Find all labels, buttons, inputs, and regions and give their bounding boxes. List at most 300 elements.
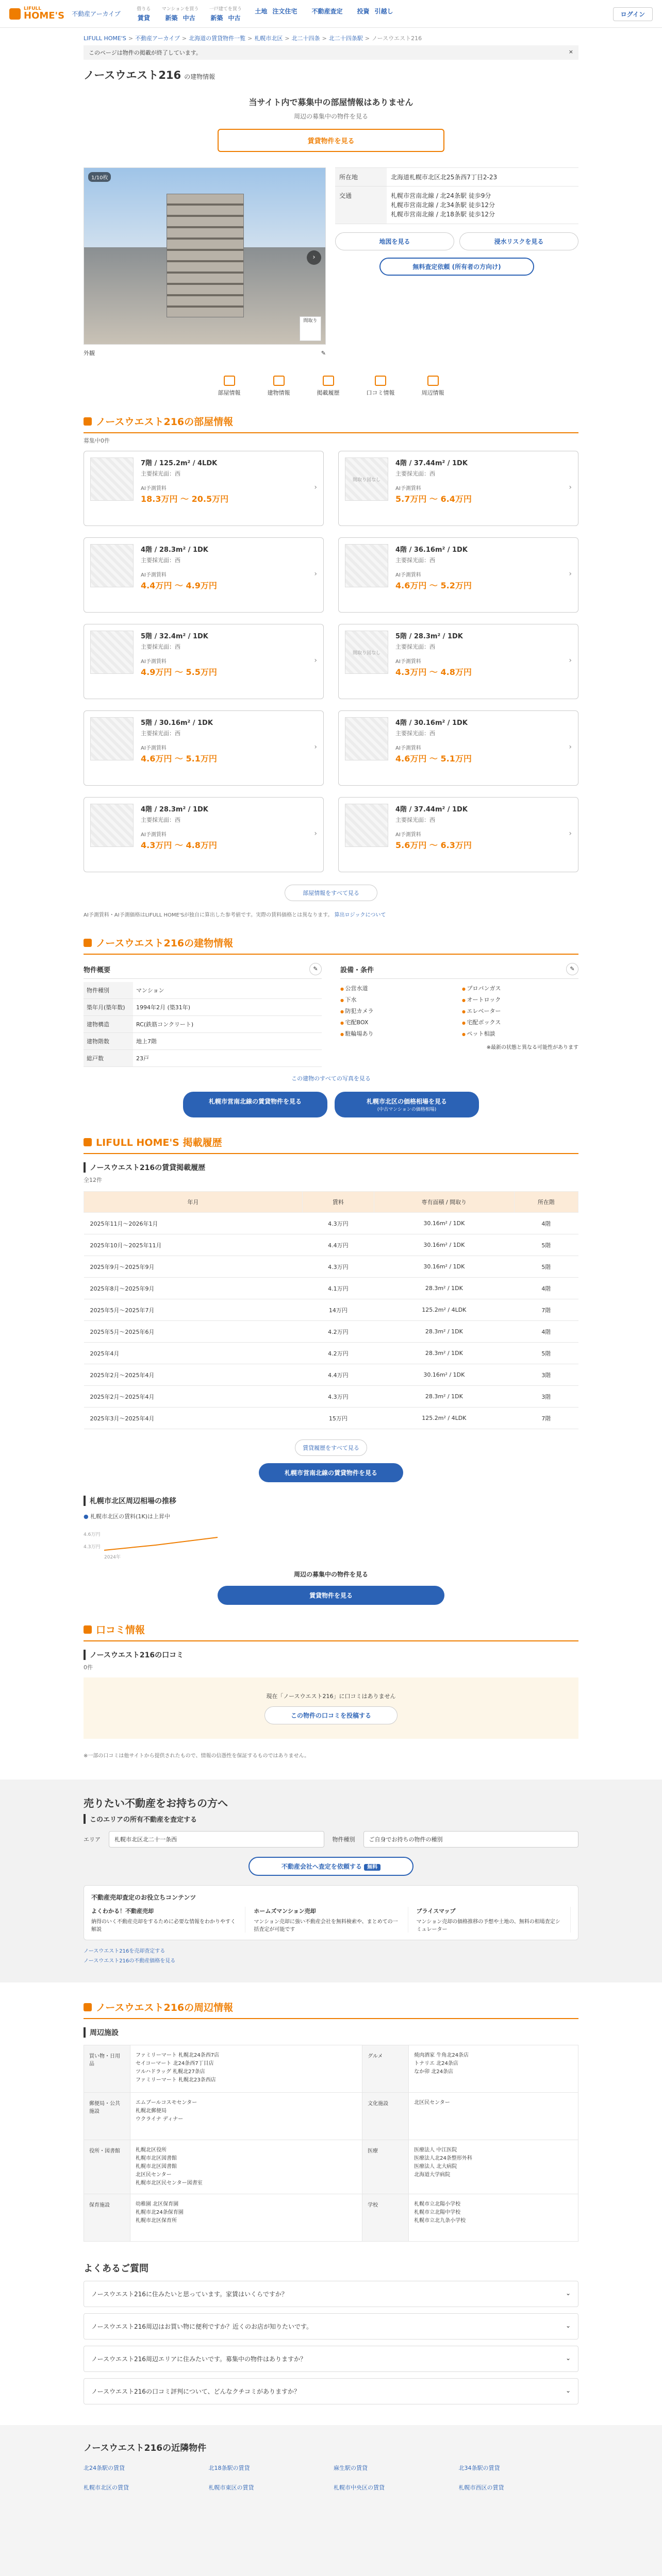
- history-count: 全12件: [84, 1177, 102, 1183]
- section-nav: [84, 376, 578, 397]
- breadcrumb-item[interactable]: 北海道の賃貸物件一覧: [189, 35, 246, 42]
- room-price: 5.7万円 ～ 6.4万円: [395, 494, 472, 504]
- section-nav-item[interactable]: [367, 376, 395, 397]
- brand-small: LIFULL: [24, 6, 42, 11]
- section-nav-label: 部屋情報: [218, 389, 241, 396]
- sell-section: [0, 1780, 662, 1982]
- nearby-place: 医療法人北24条整形外科: [414, 2156, 472, 2161]
- history-cell: 2025年11月～2026年1月: [84, 1213, 303, 1234]
- history-cell: 4.1万円: [302, 1278, 374, 1299]
- nearby-places: [130, 2194, 362, 2242]
- room-card[interactable]: [84, 624, 324, 699]
- section-nav-item[interactable]: [268, 376, 290, 397]
- overview-heading: 物件概要: [84, 966, 111, 974]
- history-subtitle: ノースウエスト216の賃貸掲載履歴: [84, 1162, 578, 1173]
- nearby-category: 学校: [362, 2194, 409, 2242]
- overview-key: 建物構造: [84, 1016, 133, 1033]
- history-title: LIFULL HOME'S 掲載履歴: [96, 1137, 222, 1148]
- nav-item[interactable]: 投資: [357, 8, 370, 15]
- room-price: 4.6万円 ～ 5.1万円: [141, 754, 217, 764]
- equipment-item: ● 防犯カメラ: [340, 1007, 457, 1015]
- breadcrumb-separator: >: [285, 35, 290, 42]
- room-price-label: AI予測賃料: [141, 745, 167, 751]
- room-price-label: AI予測賃料: [141, 832, 167, 838]
- breadcrumb-separator: >: [322, 35, 327, 42]
- footer-link[interactable]: 札幌市西区の賃貸: [458, 2484, 504, 2491]
- table-row: [84, 1256, 578, 1278]
- nearby-place: 医療法人 中江医院: [414, 2147, 457, 2153]
- room-price: 4.3万円 ～ 4.8万円: [395, 667, 472, 677]
- archive-link[interactable]: 不動産アーカイブ: [72, 10, 121, 18]
- brand-name: HOME'S: [24, 10, 65, 21]
- history-cell: 4.2万円: [302, 1321, 374, 1343]
- nearby-places: [130, 2045, 362, 2093]
- global-nav: [135, 5, 405, 22]
- overview-value: 地上7階: [133, 1033, 322, 1050]
- nearby-place: 北区民センター: [136, 2172, 172, 2178]
- equipment-item: ● オートロック: [462, 995, 578, 1004]
- house-icon: [9, 8, 21, 20]
- equipment-item: ● エレベーター: [462, 1007, 578, 1015]
- chevron-right-icon: ›: [569, 656, 572, 665]
- section-nav-label: 掲載履歴: [317, 389, 340, 396]
- nearby-place: 幼稚園 北区保育園: [136, 2201, 179, 2207]
- table-row: [84, 1299, 578, 1321]
- chevron-right-icon: ›: [314, 743, 317, 751]
- room-body: [141, 544, 217, 606]
- history-cell: 125.2m² / 4LDK: [374, 1408, 514, 1429]
- chevron-down-icon: ⌄: [565, 2290, 571, 2297]
- photo-gallery: [84, 167, 326, 357]
- nearby-title: ノースウエスト216の周辺情報: [96, 2002, 234, 2013]
- section-nav-icon: [273, 376, 285, 386]
- floorplan-image: [90, 717, 134, 760]
- nearby-place: 札幌市立北陽中学校: [414, 2210, 461, 2215]
- nearby-place: ウクライナ ディナー: [136, 2116, 184, 2122]
- section-nav-item[interactable]: [317, 376, 340, 397]
- room-card[interactable]: [338, 624, 578, 699]
- history-section-header: [84, 1135, 578, 1154]
- traffic-line: 札幌市営南北線 / 北18条駅 徒歩12分: [391, 211, 495, 218]
- address-value: 北海道札幌市北区北25条西7丁目2-23: [387, 168, 578, 187]
- room-direction: 主要採光面：西: [395, 730, 435, 737]
- floorplan-image: [345, 631, 388, 674]
- area-label: エリア: [84, 1836, 101, 1843]
- nearby-table: [84, 2045, 578, 2242]
- nearby-places: [130, 2093, 362, 2140]
- floorplan-image: [90, 631, 134, 674]
- nearby-place: 札幌市立北陽小学校: [414, 2201, 461, 2207]
- trend-svg: [84, 1524, 238, 1561]
- history-table: [84, 1191, 578, 1429]
- history-cell: 2025年4月: [84, 1343, 303, 1364]
- overview-value: 1994年2月 (築31年): [133, 999, 322, 1016]
- breadcrumb-item[interactable]: LIFULL HOME'S: [84, 35, 126, 42]
- room-price: 5.6万円 ～ 6.3万円: [395, 840, 472, 850]
- history-cell: 2025年3月～2025年4月: [84, 1408, 303, 1429]
- nav-item[interactable]: 引越し: [374, 8, 393, 15]
- room-title: 4階 / 30.16m² / 1DK: [395, 719, 468, 727]
- assessment-button[interactable]: 無料査定依頼 (所有者の方向け): [379, 258, 534, 276]
- nav-item[interactable]: 中古: [183, 14, 195, 22]
- history-cell: 5階: [514, 1234, 578, 1256]
- rent-search-button[interactable]: 賃貸物件を見る: [218, 129, 444, 152]
- logo[interactable]: [9, 7, 64, 21]
- type-select[interactable]: ご自身でお持ちの物件の種別: [363, 1831, 579, 1848]
- history-cell: 30.16m² / 1DK: [374, 1256, 514, 1278]
- equipment-item: ● 宅配BOX: [340, 1018, 457, 1026]
- room-price-label: AI予測賃料: [141, 572, 167, 578]
- nav-item[interactable]: 注文住宅: [272, 8, 297, 15]
- section-nav-icon: [224, 376, 235, 386]
- history-cell: 4.4万円: [302, 1234, 374, 1256]
- room-title: 4階 / 28.3m² / 1DK: [141, 806, 208, 814]
- section-icon: [84, 1625, 92, 1634]
- table-row: [84, 1408, 578, 1429]
- equipment-item: ● ペット相談: [462, 1029, 578, 1038]
- nav-group: [354, 5, 395, 22]
- contents-title: 不動産売却査定のお役立ちコンテンツ: [91, 1894, 196, 1901]
- breadcrumb-item: ノースウエスト216: [372, 35, 422, 42]
- chevron-right-icon[interactable]: ›: [307, 250, 321, 265]
- nav-item[interactable]: 不動産査定: [311, 8, 343, 15]
- history-cell: 4階: [514, 1213, 578, 1234]
- faq-item[interactable]: [84, 2346, 578, 2372]
- room-price-label: AI予測賃料: [141, 659, 167, 665]
- all-photos-link[interactable]: この建物のすべての写真を見る: [291, 1075, 371, 1082]
- nav-item[interactable]: 新築: [165, 14, 178, 22]
- room-price-label: AI予測賃料: [141, 486, 167, 492]
- equipment-item: ● 宅配ボックス: [462, 1018, 578, 1026]
- building-summary: [335, 167, 578, 357]
- kuchikomi-count: 0件: [84, 1664, 93, 1671]
- chevron-down-icon: ⌄: [565, 2387, 571, 2394]
- overview-row: [84, 1033, 322, 1050]
- footer-link[interactable]: 北24条駅の賃貸: [84, 2465, 125, 2471]
- kuchikomi-subtitle: ノースウエスト216の口コミ: [84, 1650, 578, 1660]
- history-cell: 28.3m² / 1DK: [374, 1321, 514, 1343]
- nearby-place: 焼肉酒家 牛角北24条店: [414, 2053, 469, 2058]
- sell-tip-title: ブライスマップ: [416, 1908, 456, 1914]
- nearby-places: [409, 2140, 578, 2194]
- chevron-right-icon: ›: [314, 829, 317, 838]
- floorplan-image: [90, 544, 134, 587]
- faq-question: ノースウエスト216に住みたいと思っています。家賃はいくらですか？: [91, 2291, 288, 2298]
- table-row: [84, 1386, 578, 1408]
- kuchikomi-note: ※一部の口コミは他サイトから提供されたもので、情報の信憑性を保証するものではありません。: [84, 1753, 310, 1759]
- room-card[interactable]: [338, 710, 578, 786]
- room-card[interactable]: [84, 797, 324, 872]
- room-price-label: AI予測賃料: [395, 572, 421, 578]
- section-nav-item[interactable]: [422, 376, 444, 397]
- breadcrumb-separator: >: [181, 35, 187, 42]
- rooms-count: 募集中0件: [84, 437, 110, 444]
- nearby-places: [409, 2194, 578, 2242]
- logic-link[interactable]: 算出ロジックについて: [334, 912, 386, 918]
- nearby-place: 医療法人 北大病院: [414, 2164, 457, 2170]
- room-direction: 主要採光面：西: [141, 557, 180, 564]
- page-title-suffix: の建物情報: [184, 73, 216, 80]
- breadcrumb-separator: >: [365, 35, 370, 42]
- overview-value: 23戸: [133, 1050, 322, 1067]
- history-cell: 30.16m² / 1DK: [374, 1234, 514, 1256]
- room-price-label: AI予測賃料: [395, 659, 421, 665]
- nearby-row: [84, 2194, 578, 2242]
- history-cell: 2025年10月～2025年11月: [84, 1234, 303, 1256]
- nearby-subtitle: 周辺施設: [84, 2027, 578, 2038]
- history-cell: 5階: [514, 1256, 578, 1278]
- area-select[interactable]: 札幌市北区北二十一条西: [109, 1831, 324, 1848]
- nav-group: [162, 5, 199, 22]
- faq-item[interactable]: [84, 2313, 578, 2340]
- nav-group: [252, 5, 300, 22]
- overview-key: 建物階数: [84, 1033, 133, 1050]
- room-body: [395, 544, 472, 606]
- history-head: 専有面積 / 間取り: [374, 1192, 514, 1213]
- footer-link[interactable]: 北18条駅の賃貸: [208, 2465, 250, 2471]
- room-card[interactable]: [84, 451, 324, 526]
- floorplan-image: [90, 457, 134, 501]
- floorplan-image: [345, 804, 388, 847]
- rooms-section-header: [84, 414, 578, 433]
- section-nav-item[interactable]: [218, 376, 241, 397]
- history-head: 賃料: [302, 1192, 374, 1213]
- room-card[interactable]: [338, 537, 578, 613]
- faq-item[interactable]: [84, 2378, 578, 2404]
- nearby-places: [409, 2093, 578, 2140]
- room-card[interactable]: [84, 537, 324, 613]
- room-body: [141, 717, 217, 779]
- history-cell: 30.16m² / 1DK: [374, 1364, 514, 1386]
- nearby-category: 文化施設: [362, 2093, 409, 2140]
- room-price: 18.3万円 ～ 20.5万円: [141, 494, 229, 504]
- photo-caption: 外観: [84, 350, 95, 357]
- traffic-line: 札幌市営南北線 / 北34条駅 徒歩12分: [391, 201, 495, 209]
- history-cell: 15万円: [302, 1408, 374, 1429]
- edit-icon[interactable]: ✎: [321, 349, 326, 357]
- room-title: 7階 / 125.2m² / 4LDK: [141, 460, 218, 467]
- breadcrumb: [84, 28, 578, 45]
- sell-tip-desc: マンション売却に強い不動産会社を無料検索や、まとめての一括査定が可能です: [254, 1919, 398, 1933]
- room-price-label: AI予測賃料: [395, 745, 421, 751]
- equipment-heading: 設備・条件: [340, 966, 374, 974]
- overview-value: マンション: [133, 982, 322, 999]
- hazard-button[interactable]: 浸水リスクを見る: [459, 232, 578, 250]
- footer-link[interactable]: 札幌市中央区の賃貸: [334, 2484, 385, 2491]
- nearby-category: 郵便局・公共施設: [84, 2093, 130, 2140]
- overview-value: RC(鉄筋コンクリート): [133, 1016, 322, 1033]
- history-head: 年月: [84, 1192, 303, 1213]
- section-nav-label: 建物情報: [267, 389, 290, 396]
- kuchikomi-empty: [84, 1677, 578, 1739]
- nav-item[interactable]: 中古: [228, 14, 241, 22]
- history-cell: 30.16m² / 1DK: [374, 1213, 514, 1234]
- nearby-row: [84, 2140, 578, 2194]
- trend-text: ● 札幌市北区の賃料(1K)は上昇中: [84, 1512, 578, 1520]
- history-cell: 2025年8月～2025年9月: [84, 1278, 303, 1299]
- trend-line: [104, 1537, 218, 1550]
- post-review-button[interactable]: この物件の口コミを投稿する: [264, 1706, 398, 1724]
- overview-key: 築年月(築年数): [84, 999, 133, 1016]
- room-body: [141, 457, 228, 519]
- breadcrumb-item[interactable]: 北二十四条: [291, 35, 320, 42]
- nearby-place: 札幌北郵便局: [136, 2108, 167, 2114]
- main-photo[interactable]: [84, 167, 326, 345]
- history-cell: 7階: [514, 1299, 578, 1321]
- nav-item[interactable]: 賃貸: [137, 14, 150, 22]
- history-cell: 28.3m² / 1DK: [374, 1278, 514, 1299]
- equipment-note: ※最新の状態と異なる可能性があります: [486, 1045, 578, 1050]
- history-cell: 2025年5月～2025年7月: [84, 1299, 303, 1321]
- breadcrumb-item[interactable]: 不動産アーカイブ: [135, 35, 180, 42]
- sell-link[interactable]: ノースウエスト216を売却査定する: [84, 1948, 166, 1954]
- breadcrumb-item[interactable]: 北二十四条駅: [328, 35, 363, 42]
- room-body: [395, 457, 472, 519]
- line-rent-button[interactable]: 札幌市営南北線の賃貸物件を見る: [183, 1092, 327, 1117]
- equipment-item: ● 下水: [340, 995, 457, 1004]
- nearby-row: [84, 2045, 578, 2093]
- sell-link[interactable]: ノースウエスト216の不動産価格を見る: [84, 1958, 176, 1964]
- equipment-item: ● プロパンガス: [462, 984, 578, 992]
- room-direction: 主要採光面：西: [395, 817, 435, 823]
- chevron-right-icon: ›: [569, 829, 572, 838]
- trend-rent-button[interactable]: 賃貸物件を見る: [218, 1586, 444, 1605]
- sell-tip[interactable]: [91, 1907, 245, 1933]
- no-stock: [84, 87, 578, 161]
- login-button[interactable]: ログイン: [613, 7, 653, 21]
- section-icon: [84, 1138, 92, 1146]
- history-cell: 3階: [514, 1386, 578, 1408]
- nearby-place: エムブールコスモセンター: [136, 2100, 197, 2106]
- nearby-category: 買い物・日用品: [84, 2045, 130, 2093]
- nav-group-caption: 借りる: [137, 7, 151, 12]
- breadcrumb-separator: >: [128, 35, 134, 42]
- request-assess-button[interactable]: [249, 1857, 413, 1876]
- edit-icon[interactable]: ✎: [309, 963, 322, 975]
- room-price: 4.4万円 ～ 4.9万円: [141, 581, 217, 590]
- history-cell: 14万円: [302, 1299, 374, 1321]
- nearby-place: 北区民センター: [414, 2100, 450, 2106]
- section-icon: [84, 2003, 92, 2011]
- traffic-label: 交通: [335, 187, 387, 224]
- table-row: [84, 1278, 578, 1299]
- rooms-more-button[interactable]: 部屋情報をすべて見る: [285, 885, 377, 901]
- footer-link[interactable]: 札幌市東区の賃貸: [208, 2484, 254, 2491]
- price-market-button[interactable]: [335, 1092, 479, 1117]
- sell-tip-desc: マンション売却の価格推移の予想や土地の、無料の相場査定シミュレーター: [416, 1919, 560, 1933]
- overview-row: [84, 982, 322, 999]
- history-cell: 3階: [514, 1364, 578, 1386]
- room-direction: 主要採光面：西: [141, 470, 180, 477]
- history-more-button[interactable]: 賃貸履歴をすべて見る: [295, 1439, 367, 1456]
- room-card[interactable]: [84, 710, 324, 786]
- nearby-category: 保育施設: [84, 2194, 130, 2242]
- request-assess-label: 不動産会社へ査定を依頼する: [281, 1863, 362, 1870]
- page-title: ノースウエスト216: [84, 69, 181, 81]
- room-card[interactable]: [338, 797, 578, 872]
- trend-title: 札幌市北区周辺相場の推移: [84, 1496, 578, 1506]
- nav-group-caption: 一戸建てを買う: [209, 7, 242, 12]
- room-price: 4.6万円 ～ 5.2万円: [395, 581, 472, 590]
- faq-question: ノースウエスト216の口コミ評判について、どんなクチコミがありますか？: [91, 2388, 300, 2395]
- no-floorplan-label: 間取り図なし: [352, 650, 380, 656]
- footer-link[interactable]: 札幌市北区の賃貸: [84, 2484, 129, 2491]
- nav-group: [135, 5, 153, 22]
- room-direction: 主要採光面：西: [141, 817, 180, 823]
- room-price: 4.6万円 ～ 5.1万円: [395, 754, 472, 764]
- history-cell: 4.3万円: [302, 1213, 374, 1234]
- section-icon: [84, 939, 92, 947]
- room-direction: 主要採光面：西: [395, 643, 435, 650]
- history-rent-button[interactable]: 札幌市営南北線の賃貸物件を見る: [259, 1463, 403, 1482]
- trend-x1: 2024年: [104, 1555, 121, 1560]
- address-label: 所在地: [335, 168, 387, 187]
- footer-link[interactable]: 北34条駅の賃貸: [458, 2465, 500, 2471]
- chevron-right-icon: ›: [569, 483, 572, 492]
- sell-tip-title: よくわかる！不動産売却: [91, 1908, 154, 1914]
- nearby-place: 札幌北区役所: [136, 2147, 167, 2153]
- nearby-category: 医療: [362, 2140, 409, 2194]
- sell-links: [84, 1946, 578, 1964]
- building-photo: [167, 194, 244, 317]
- chevron-down-icon: ⌄: [565, 2354, 571, 2362]
- chevron-right-icon: ›: [314, 656, 317, 665]
- sell-tip[interactable]: [254, 1907, 408, 1933]
- room-direction: 主要採光面：西: [141, 643, 180, 650]
- close-icon[interactable]: ×: [568, 48, 573, 55]
- room-price: 4.9万円 ～ 5.5万円: [141, 667, 217, 677]
- floorplan-image: [345, 457, 388, 501]
- nav-group: [309, 5, 345, 22]
- nearby-row: [84, 2093, 578, 2140]
- trend-y2: 4.3万円: [84, 1545, 101, 1550]
- history-cell: 2025年2月～2025年4月: [84, 1386, 303, 1408]
- history-cell: 125.2m² / 4LDK: [374, 1299, 514, 1321]
- nav-item[interactable]: 新築: [210, 14, 223, 22]
- breadcrumb-item[interactable]: 札幌市北区: [254, 35, 283, 42]
- equipment-item: ● 公営水道: [340, 984, 457, 992]
- photo-count: 1/10枚: [88, 172, 111, 182]
- nav-item[interactable]: 土地: [255, 8, 268, 15]
- room-list: [84, 451, 578, 872]
- kuchikomi-section-header: [84, 1622, 578, 1641]
- nearby-place: 札幌市北区民センター図書室: [136, 2180, 203, 2186]
- floorplan-image: [345, 717, 388, 760]
- faq-item[interactable]: [84, 2281, 578, 2307]
- kuchikomi-empty-text: 現在「ノースウエスト216」に口コミはありません: [266, 1693, 396, 1700]
- floorplan-thumb[interactable]: [300, 316, 321, 341]
- room-body: [395, 804, 472, 866]
- sell-tip[interactable]: [417, 1907, 571, 1933]
- room-card[interactable]: [338, 451, 578, 526]
- overview-row: [84, 999, 322, 1016]
- history-cell: 2025年9月～2025年9月: [84, 1256, 303, 1278]
- nearby-place: 札幌市北区図書館: [136, 2156, 177, 2161]
- edit-icon[interactable]: ✎: [566, 963, 578, 975]
- building-section-header: [84, 936, 578, 955]
- trend-y1: 4.6万円: [84, 1532, 101, 1537]
- overview-row: [84, 1016, 322, 1033]
- section-icon: [84, 417, 92, 426]
- nav-group-caption: マンションを買う: [161, 7, 199, 12]
- table-row: [84, 1321, 578, 1343]
- thumb-label: 間取り: [303, 318, 318, 324]
- room-title: 5階 / 28.3m² / 1DK: [395, 633, 463, 640]
- footer-link[interactable]: 麻生駅の賃貸: [334, 2465, 368, 2471]
- nearby-place: ファミリーマート 札幌北24条西7店: [136, 2053, 220, 2058]
- map-button[interactable]: 地図を見る: [335, 232, 454, 250]
- section-nav-icon: [375, 376, 386, 386]
